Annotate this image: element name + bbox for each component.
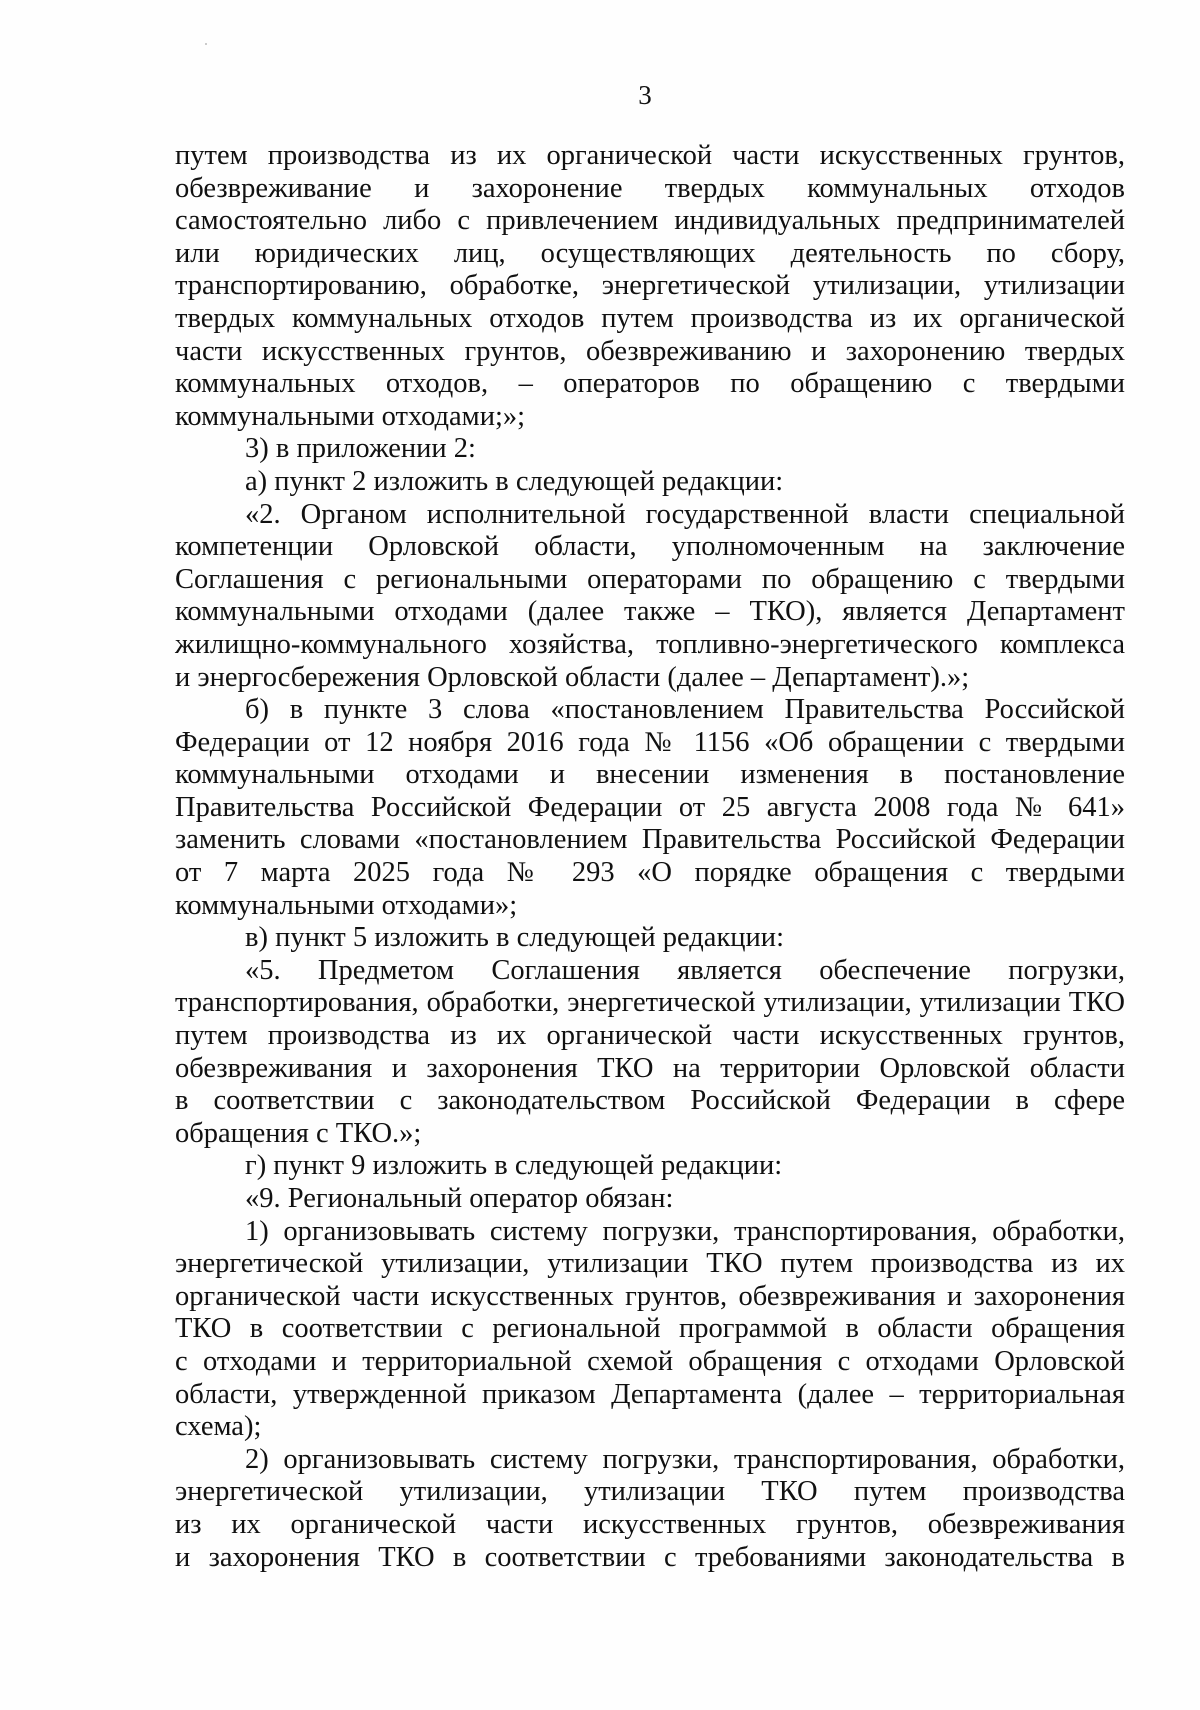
text-line: «5. Предметом Соглашения является обеспечение погрузки, bbox=[245, 954, 1125, 986]
text-line: органической части искусственных грунтов, обезвреживания и захоронения bbox=[175, 1280, 1125, 1312]
text-line: из их органической части искусственных грунтов, обезвреживания bbox=[175, 1508, 1125, 1540]
text-line: г) пункт 9 изложить в следующей редакции: bbox=[245, 1150, 783, 1182]
text-line: и захоронения ТКО в соответствии с требованиями законодательства в bbox=[175, 1541, 1125, 1573]
text-line: ТКО в соответствии с региональной программой в области обращения bbox=[175, 1313, 1125, 1345]
text-line: коммунальных отходов, – операторов по обращению с твердыми bbox=[175, 368, 1125, 400]
text-line: 2) организовывать систему погрузки, транспортирования, обработки, bbox=[245, 1443, 1125, 1475]
text-line: 1) организовывать систему погрузки, транспортирования, обработки, bbox=[245, 1215, 1125, 1247]
text-line: заменить словами «постановлением Правительства Российской Федерации bbox=[175, 824, 1125, 856]
text-line: в соответствии с законодательством Российской Федерации в сфере bbox=[175, 1085, 1125, 1117]
text-line: путем производства из их органической части искусственных грунтов, bbox=[175, 140, 1125, 171]
text-line: транспортирования, обработки, энергетической утилизации, утилизации ТКО bbox=[175, 987, 1125, 1019]
text-line: области, утвержденной приказом Департамента (далее – территориальная bbox=[175, 1378, 1125, 1410]
text-line: самостоятельно либо с привлечением индивидуальных предпринимателей bbox=[175, 205, 1125, 237]
text-line: жилищно-коммунального хозяйства, топливно-энергетического комплекса bbox=[175, 628, 1125, 660]
text-line: путем производства из их органической части искусственных грунтов, bbox=[175, 1020, 1125, 1052]
text-line: или юридических лиц, осуществляющих деятельность по сбору, bbox=[175, 237, 1125, 269]
text-line: в) пункт 5 изложить в следующей редакции: bbox=[245, 922, 784, 954]
text-line: «2. Органом исполнительной государственной власти специальной bbox=[245, 498, 1125, 530]
text-line: энергетической утилизации, утилизации ТКО путем производства bbox=[175, 1476, 1125, 1508]
text-line: «9. Региональный оператор обязан: bbox=[245, 1183, 674, 1214]
page-number: 3 bbox=[638, 80, 652, 110]
text-line: и энергосбережения Орловской области (далее – Департамент).»; bbox=[175, 661, 970, 693]
text-line: транспортированию, обработке, энергетической утилизации, утилизации bbox=[175, 270, 1125, 302]
document-body bbox=[175, 140, 1125, 1574]
text-line: коммунальными отходами;»; bbox=[175, 400, 526, 432]
text-line: Правительства Российской Федерации от 25 августа 2008 года № 641» bbox=[175, 791, 1125, 823]
text-line: обращения с ТКО.»; bbox=[175, 1117, 422, 1149]
text-line: 3) в приложении 2: bbox=[245, 433, 476, 465]
text-line: коммунальными отходами (далее также – ТКО), является Департамент bbox=[175, 596, 1125, 628]
text-line: компетенции Орловской области, уполномоченным на заключение bbox=[175, 531, 1125, 563]
text-line: б) в пункте 3 слова «постановлением Правительства Российской bbox=[245, 694, 1125, 726]
text-line: обезвреживания и захоронения ТКО на территории Орловской области bbox=[175, 1052, 1125, 1084]
text-line: от 7 марта 2025 года № 293 «О порядке обращения с твердыми bbox=[175, 857, 1125, 889]
scan-speck bbox=[205, 43, 207, 45]
text-line: обезвреживание и захоронение твердых коммунальных отходов bbox=[175, 172, 1125, 204]
text-line: энергетической утилизации, утилизации ТКО путем производства из их bbox=[175, 1248, 1125, 1280]
text-line: Соглашения с региональными операторами по обращению с твердыми bbox=[175, 563, 1125, 595]
text-line: твердых коммунальных отходов путем производства из их органической bbox=[175, 302, 1125, 334]
text-line: коммунальными отходами»; bbox=[175, 889, 518, 921]
text-line: части искусственных грунтов, обезвреживанию и захоронению твердых bbox=[175, 335, 1125, 367]
text-line: а) пункт 2 изложить в следующей редакции: bbox=[245, 465, 784, 497]
text-line: с отходами и территориальной схемой обращения с отходами Орловской bbox=[175, 1345, 1125, 1377]
text-line: схема); bbox=[175, 1411, 262, 1443]
text-line: Федерации от 12 ноября 2016 года № 1156 «Об обращении с твердыми bbox=[175, 726, 1125, 758]
text-line: коммунальными отходами и внесении изменения в постановление bbox=[175, 759, 1125, 791]
